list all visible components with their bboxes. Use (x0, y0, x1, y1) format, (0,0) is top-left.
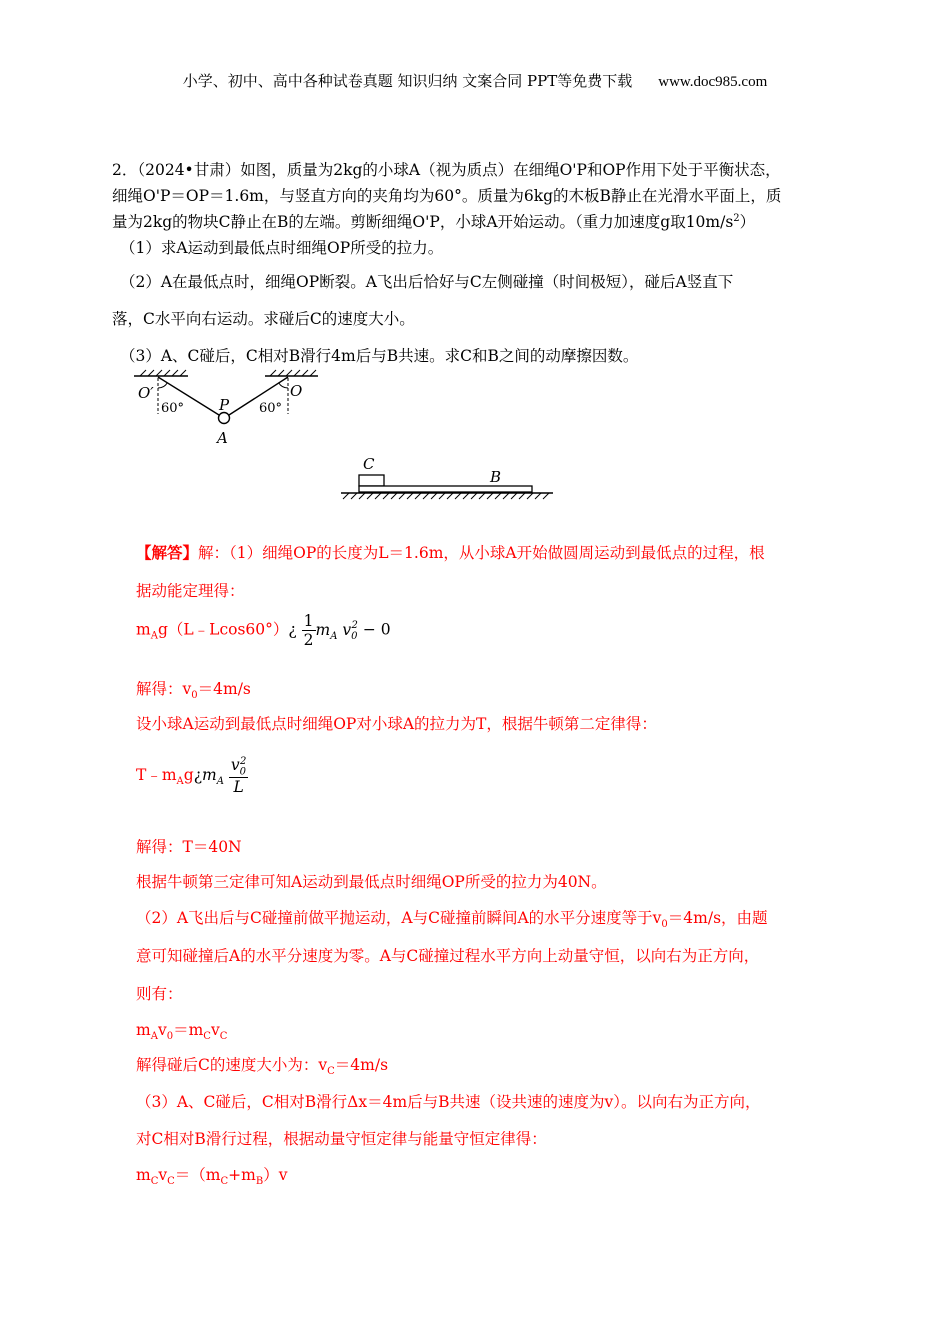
left-ceiling-hatch (140, 370, 186, 376)
question-line-3 (112, 210, 755, 232)
eq4-end: ）v (263, 1166, 288, 1184)
result-t: 解得：T＝40N (136, 838, 242, 856)
eq4-mid: ＝（m (174, 1166, 221, 1184)
eq2-g: g (183, 766, 194, 785)
p2a-text: （2）A飞出后与C碰撞前做平抛运动，A与C碰撞前瞬间A的水平分速度等于v (136, 909, 662, 927)
part2-line-2: 意可知碰撞后A的水平分速度为零。A与C碰撞过程水平方向上动量守恒，以向右为正方向， (136, 947, 760, 965)
equation-1: $m_Ag(L﹣Lcos60^\circ)¿$ $\frac{1}{2}$ $m_A$ $v_0^2 - 0$ (136, 612, 391, 649)
sub-question-2b: 落，C水平向右运动。求碰后C的速度大小。 (112, 310, 415, 328)
equation-2: $T﹣m_Ag¿m_A$ $\frac{v_0^2}{L}$ (136, 756, 247, 797)
sub-question-1: （1）求A运动到最低点时细绳OP所受的拉力。 (120, 239, 444, 257)
page-header (0, 70, 950, 91)
block-c (359, 475, 384, 486)
header-text: 小学、初中、高中各种试卷真题 知识归纳 文案合同 PPT等免费下载 (182, 72, 633, 90)
eq2-lhs: T﹣m (136, 766, 177, 785)
answer-tag: 【解答】 (136, 543, 199, 562)
p2a-sub: 0 (661, 919, 668, 931)
answer-intro (136, 541, 765, 563)
label-a: A (217, 429, 228, 446)
res3-sub: C (327, 1066, 335, 1078)
part3-line-2: 对C相对B滑行过程，根据动量守恒定律与能量守恒定律得： (136, 1130, 547, 1148)
frac-l: L (233, 778, 244, 797)
res3-text: 解得碰后C的速度大小为：v (136, 1056, 328, 1074)
res1-text: 解得：v (136, 680, 192, 698)
label-o: O (290, 382, 303, 400)
result-vc (136, 1053, 388, 1077)
eq1-m: m (136, 620, 151, 639)
eq1-lhs: g（L﹣Lcos60°） (157, 620, 289, 639)
sub-question-2a: （2）A在最低点时，细绳OP断裂。A飞出后恰好与C左侧碰撞（时间极短），碰后A竖直下 (120, 273, 734, 291)
part3-line-1: （3）A、C碰后，C相对B滑行Δx＝4m后与B共速（设共速的速度为v）。以向右为正方向， (136, 1093, 761, 1111)
superscript-2: 2 (733, 212, 740, 224)
eq1-sub: A (150, 630, 158, 642)
res1-sub: 0 (191, 690, 198, 702)
answer-intro-2: 据动能定理得： (136, 582, 245, 600)
result-v0 (136, 677, 251, 701)
question-line-2: 细绳O'P＝OP＝1.6m，与竖直方向的夹角均为60°。质量为6kg的木板B静止在光滑水平面上，质 (112, 187, 782, 205)
eq1-rhs: − 0 (362, 620, 391, 639)
label-p: P (219, 396, 230, 414)
newton-third-law: 根据牛顿第三定律可知A运动到最低点时细绳OP所受的拉力为40N。 (136, 873, 607, 891)
momentum-conservation-eq: $m_Cv_C=(m_C+m_B)v$ (136, 1166, 288, 1188)
right-ceiling-hatch (270, 370, 316, 376)
tension-setup: 设小球A运动到最低点时细绳OP对小球A的拉力为T，根据牛顿第二定律得： (136, 715, 657, 733)
question-line-3-end: ） (739, 213, 756, 231)
label-c: C (363, 455, 375, 473)
sub-question-3: （3）A、C碰后，C相对B滑行4m后与B共速。求C和B之间的动摩擦因数。 (120, 347, 639, 365)
res3-val: ＝4m/s (334, 1056, 389, 1074)
ball-a (219, 413, 230, 424)
eq3-m: m (136, 1021, 151, 1039)
board-b (359, 486, 532, 492)
left-angle-arc (158, 383, 168, 389)
angle-label-right: 60° (259, 401, 283, 416)
eq4-plus: +m (228, 1166, 256, 1184)
res1-val: ＝4m/s (197, 680, 251, 698)
question-line-1: 2．（2024•甘肃）如图，质量为2kg的小球A（视为质点）在细绳O'P和OP作用下处于平衡状态， (112, 161, 781, 179)
board-figure (335, 452, 560, 504)
frac-den: 2 (303, 631, 314, 649)
right-angle-arc (279, 383, 289, 389)
question-line-3-text: 量为2kg的物块C静止在B的左端。剪断细绳O'P，小球A开始运动。（重力加速度g取10m/s (112, 213, 734, 231)
pendulum-figure (128, 368, 328, 446)
p2a-tail: ＝4m/s，由题 (667, 909, 768, 927)
ground-hatch (343, 493, 549, 499)
part2-line-3: 则有： (136, 985, 183, 1003)
fraction-one-half (302, 612, 316, 649)
eq2-sub: A (176, 776, 184, 788)
frac-num: 1 (303, 612, 314, 630)
label-o-prime: O′ (138, 384, 154, 402)
angle-label-left: 60° (161, 401, 185, 416)
eq2-glyph: ¿ (193, 766, 203, 785)
fraction-v0sq-over-l: $\frac{v_0^2}{L}$ (230, 756, 247, 797)
eq1-glyph: ¿ (288, 620, 297, 639)
label-b: B (490, 468, 502, 486)
header-site-link[interactable]: www.doc985.com (658, 74, 768, 90)
eq4-v: v (158, 1166, 168, 1184)
momentum-equation: $m_Av_0=m_Cv_C$ (136, 1021, 228, 1043)
part2-line-1 (136, 906, 768, 930)
answer-intro-text: 解：（1）细绳OP的长度为L＝1.6m，从小球A开始做圆周运动到最低点的过程，根 (198, 544, 765, 562)
